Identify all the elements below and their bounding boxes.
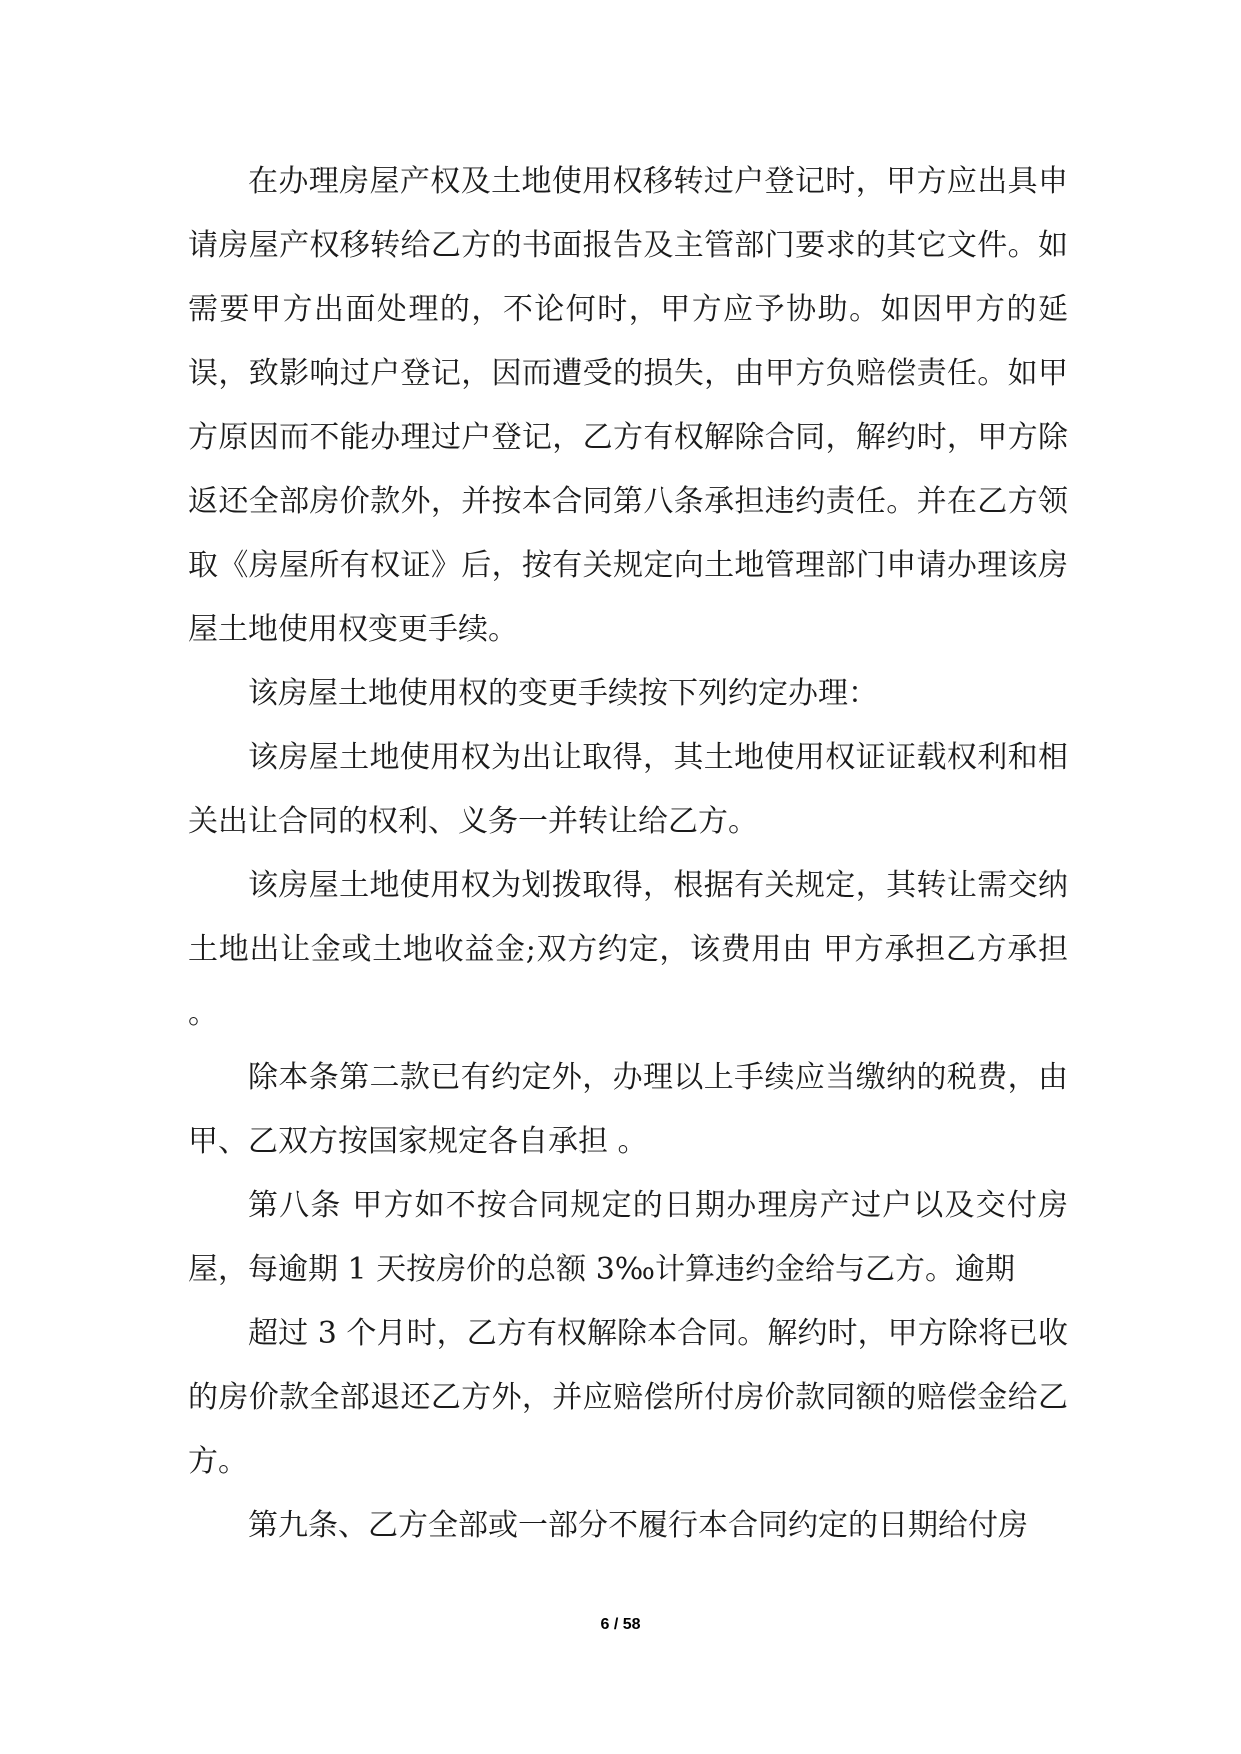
paragraph-taxes-fees: 除本条第二款已有约定外，办理以上手续应当缴纳的税费，由 甲、乙双方按国家规定各自承担 。: [188, 1060, 1068, 1159]
paragraph-transfer-registration: 在办理房屋产权及土地使用权移转过户登记时，甲方应出具申请房屋产权移转给乙方的书面报告及主管部门要求的其它文件。如需要甲方出面处理的，不论何时，甲方应予协助。如因甲方的延误，致影响过户登记，因而遭受的损失，由甲方负赔偿责任。如甲方原因而不能办理过户登记，乙方有权解除合同，解约时，甲方除返还全部房价款外，并按本合同第八条承担违约责任。并在乙方领取《房屋所有权证》后，按有关规定向土地管理部门申请办理该房屋土地使用权变更手续。: [188, 164, 1068, 647]
paragraph-article-nine: 第九条、乙方全部或一部分不履行本合同约定的日期给付房: [248, 1508, 1028, 1543]
paragraph-land-use-allocation: 该房屋土地使用权为划拨取得，根据有关规定，其转让需交纳土地出让金或土地收益金;双方约定，该费用由 甲方承担乙方承担 。: [188, 868, 1068, 1031]
page-number: 6 / 58: [600, 1616, 641, 1633]
paragraph-land-use-change-intro: 该房屋土地使用权的变更手续按下列约定办理：: [248, 676, 878, 711]
paragraph-article-eight: 第八条 甲方如不按合同规定的日期办理房产过户以及交付房屋，每逾期 1 天按房价的总额 3‰计算违约金给与乙方。逾期: [188, 1188, 1068, 1287]
paragraph-land-use-transfer: 该房屋土地使用权为出让取得，其土地使用权证证载权利和相关出让合同的权利、义务一并转让给乙方。: [188, 740, 1068, 839]
paragraph-contract-termination: 超过 3 个月时，乙方有权解除本合同。解约时，甲方除将已收的房价款全部退还乙方外，并应赔偿所付房价款同额的赔偿金给乙方。: [188, 1316, 1068, 1479]
document-body: [188, 150, 1068, 1558]
